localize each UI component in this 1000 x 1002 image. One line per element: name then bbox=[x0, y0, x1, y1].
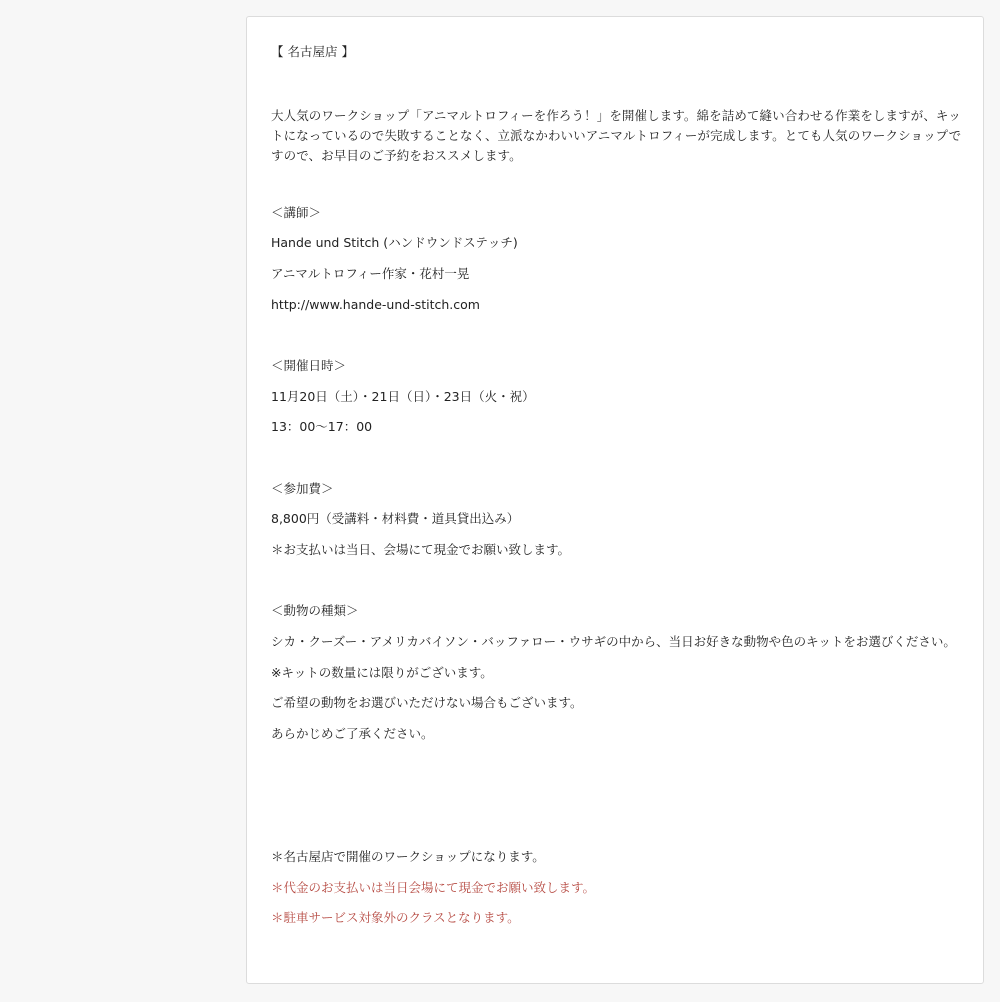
location-note: ＊名古屋店で開催のワークショップになります。 bbox=[271, 849, 545, 864]
store-heading: 【 名古屋店 】 bbox=[271, 44, 354, 59]
animals-stock-note: ※キットの数量には限りがございます。 bbox=[271, 665, 493, 680]
animals-list: シカ・クーズー・アメリカバイソン・バッファロー・ウサギの中から、当日お好きな動物や色のキットをお選びください。 bbox=[271, 634, 956, 649]
payment-notice: ＊代金のお支払いは当日会場にて現金でお願い致します。 bbox=[271, 880, 596, 895]
parking-notice: ＊駐車サービス対象外のクラスとなります。 bbox=[271, 910, 520, 925]
instructor-name: Hande und Stitch (ハンドウンドステッチ) bbox=[271, 235, 518, 250]
fee-payment-note: ＊お支払いは当日、会場にて現金でお願い致します。 bbox=[271, 542, 571, 557]
fee-amount: 8,800円（受講料・材料費・道具貸出込み） bbox=[271, 511, 520, 526]
fee-heading: ＜参加費＞ bbox=[271, 481, 334, 496]
schedule-dates: 11月20日（土）・21日（日）・23日（火・祝） bbox=[271, 389, 535, 404]
animals-acknowledge-note: あらかじめご了承ください。 bbox=[271, 726, 434, 741]
instructor-title: アニマルトロフィー作家・花村一晃 bbox=[271, 266, 470, 281]
instructor-url-link[interactable]: http://www.hande-und-stitch.com bbox=[271, 297, 480, 312]
intro-paragraph: 大人気のワークショップ「アニマルトロフィーを作ろう！」を開催します。綿を詰めて縫い合わせる作業をしますが、キットになっているので失敗することなく、立派なかわいいアニマルトロフィーが完成します。とても人気のワークショップですので、お早目のご予約をおススメします。 bbox=[271, 108, 962, 163]
workshop-description-panel bbox=[246, 16, 984, 984]
animals-heading: ＜動物の種類＞ bbox=[271, 603, 359, 618]
schedule-heading: ＜開催日時＞ bbox=[271, 358, 347, 373]
schedule-time: 13：00〜17：00 bbox=[271, 419, 373, 434]
instructor-heading: ＜講師＞ bbox=[271, 205, 322, 220]
animals-availability-note: ご希望の動物をお選びいただけない場合もございます。 bbox=[271, 695, 583, 710]
